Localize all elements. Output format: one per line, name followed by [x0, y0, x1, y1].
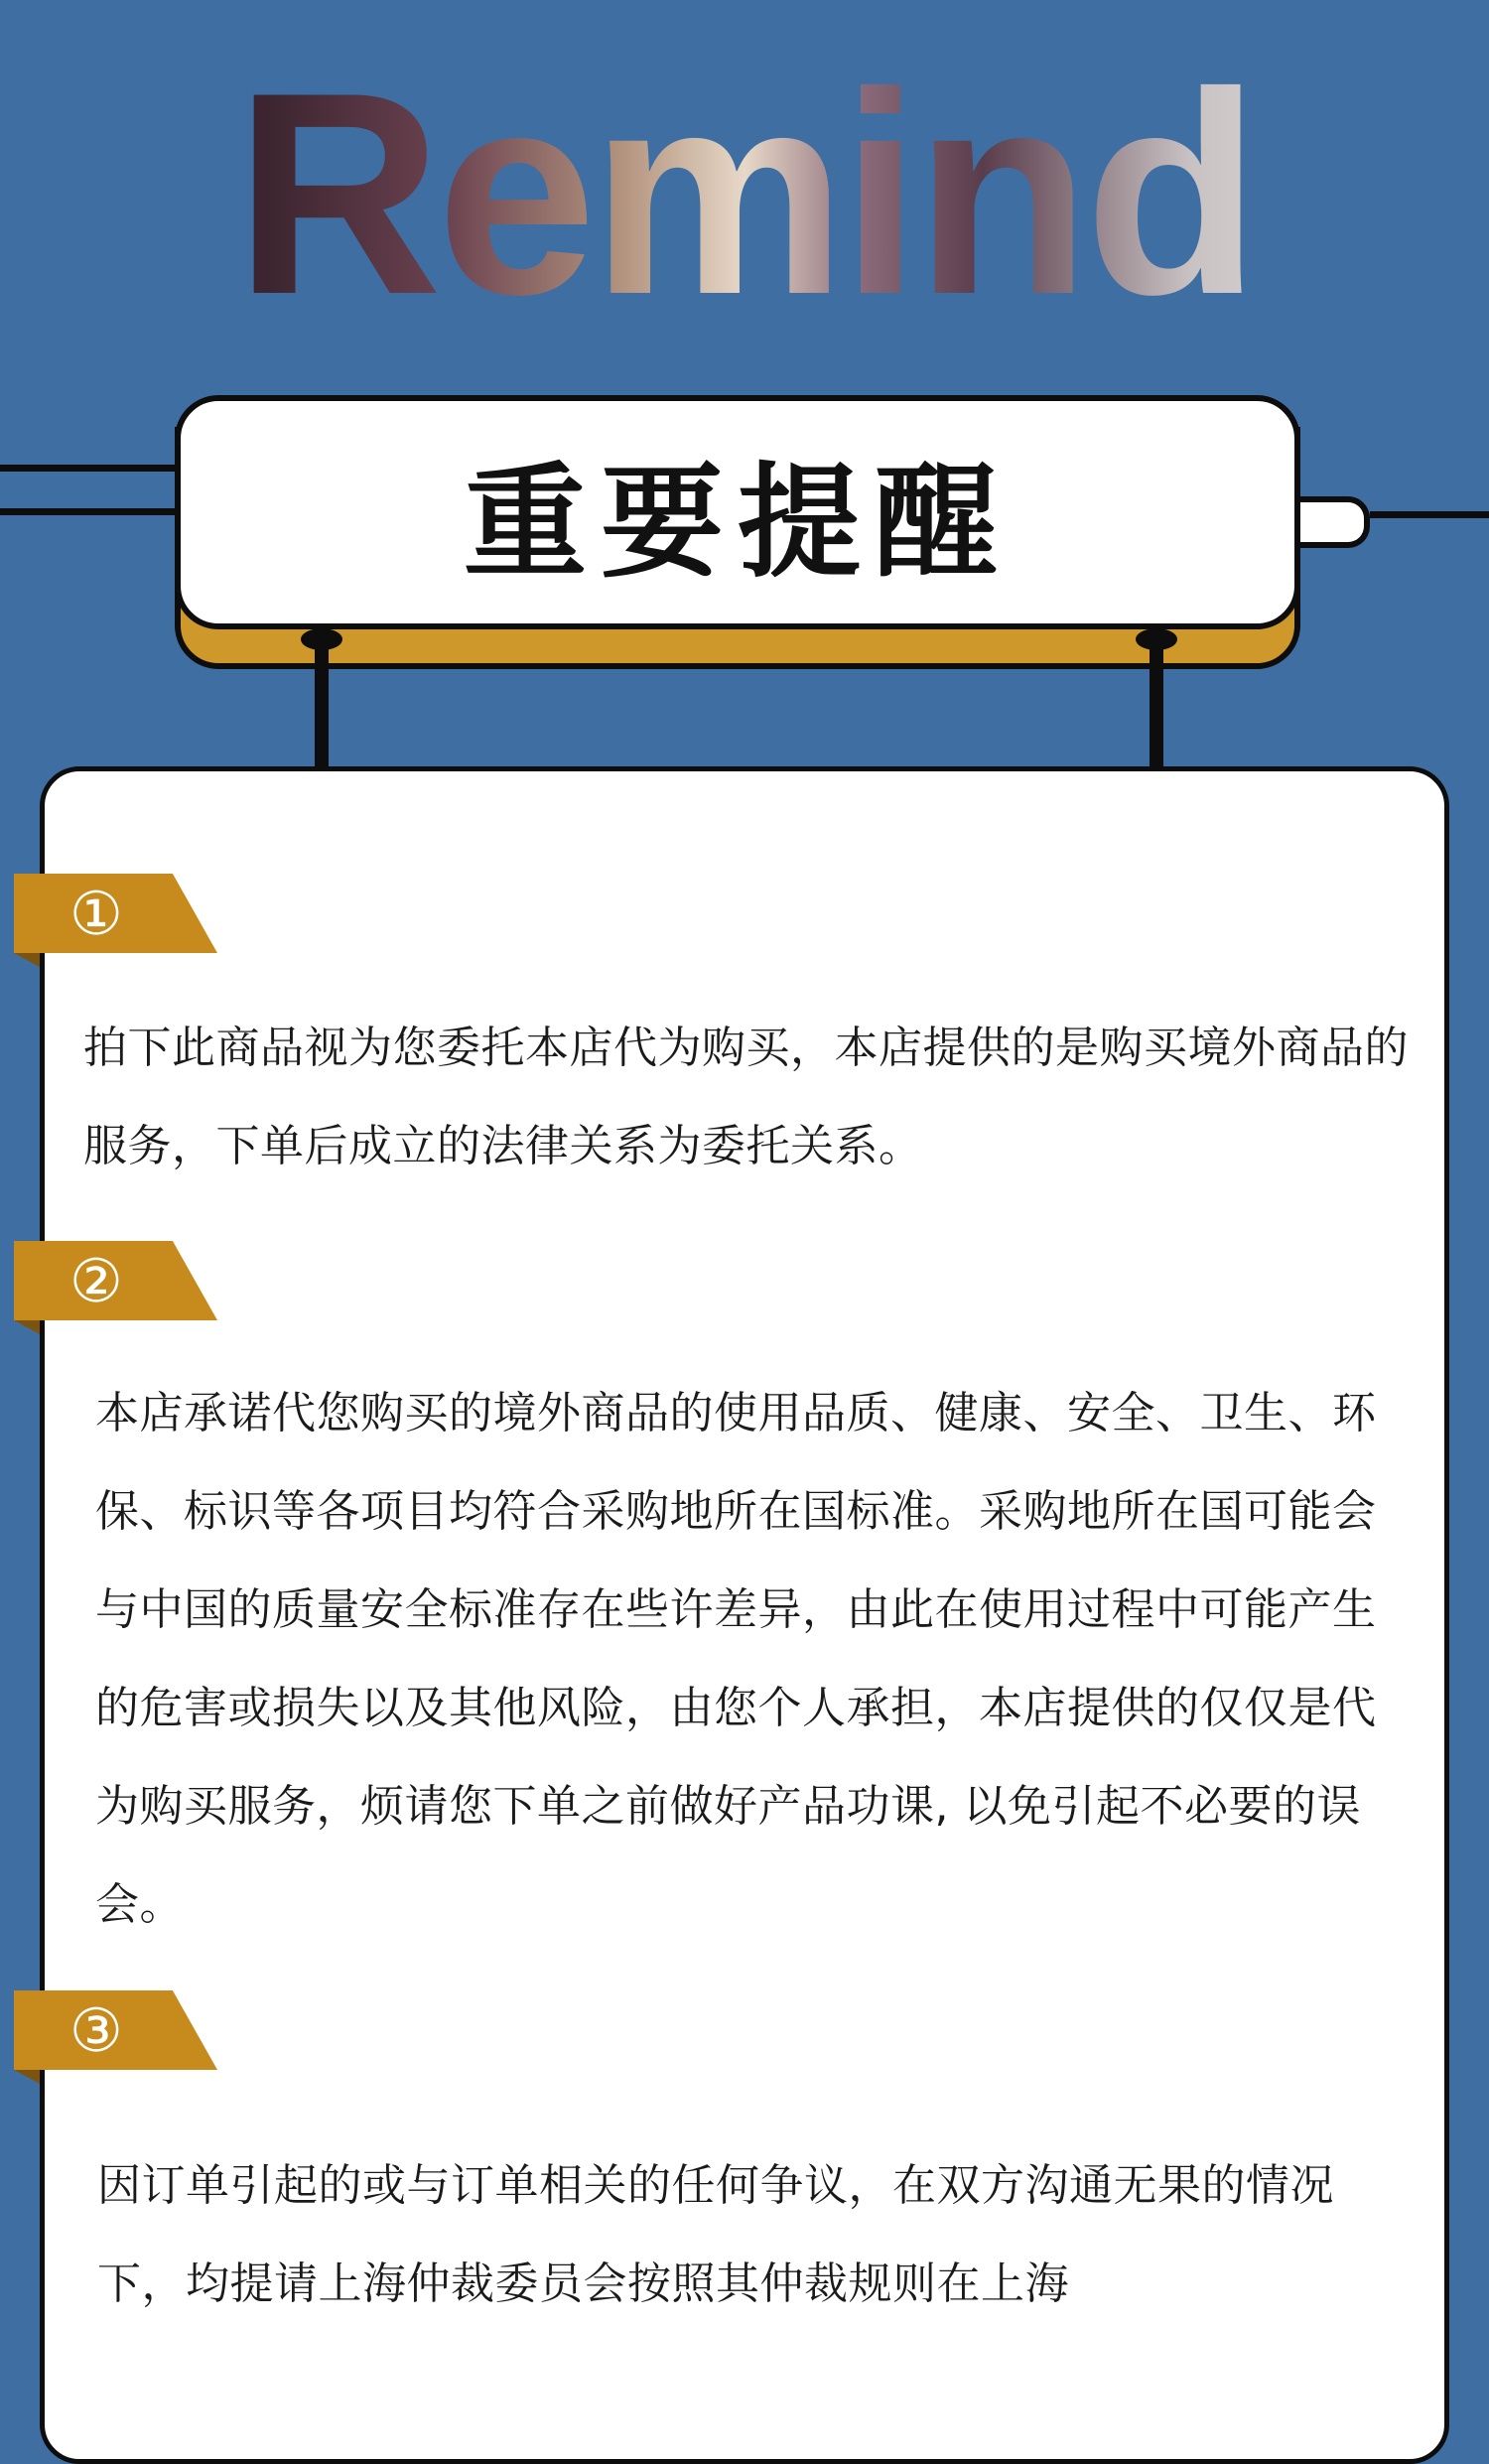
sign-rail-left-bottom	[0, 508, 179, 515]
sign-rail-right	[1370, 511, 1489, 518]
section-number-tag-3	[14, 1990, 217, 2070]
tag-fold	[14, 953, 40, 967]
remind-headline: Remind	[0, 60, 1489, 328]
section-number: ②	[69, 1247, 123, 1316]
sign-post-left	[315, 640, 329, 774]
section-number-tag-1	[14, 874, 217, 953]
section-number: ③	[69, 1996, 123, 2066]
sign-board	[175, 395, 1300, 629]
sign-title: 重要提醒	[463, 451, 1012, 595]
sign-post-right	[1150, 640, 1163, 774]
section-number: ①	[69, 880, 123, 949]
sign-rail-left-top	[0, 465, 179, 472]
section-text-1: 拍下此商品视为您委托本店代为购买，本店提供的是购买境外商品的服务，下单后成立的法律关系为委托关系。	[83, 1023, 1409, 1171]
section-number-tag-2	[14, 1241, 217, 1320]
tag-fold	[14, 2070, 40, 2084]
tag-fold	[14, 1320, 40, 1334]
section-text-3: 因订单引起的或与订单相关的任何争议，在双方沟通无果的情况下，均提请上海仲裁委员会按照其仲裁规则在上海	[97, 2160, 1334, 2309]
section-text-2: 本店承诺代您购买的境外商品的使用品质、健康、安全、卫生、环保、标识等各项目均符合采购地所在国标准。采购地所在国可能会与中国的质量安全标准存在些许差异，由此在使用过程中可能产生的危害或损失以及其他风险，由您个人承担，本店提供的仅仅是代为购买服务，烦请您下单之前做好产品功课, 以免引起不必要的误会。	[95, 1388, 1377, 1930]
